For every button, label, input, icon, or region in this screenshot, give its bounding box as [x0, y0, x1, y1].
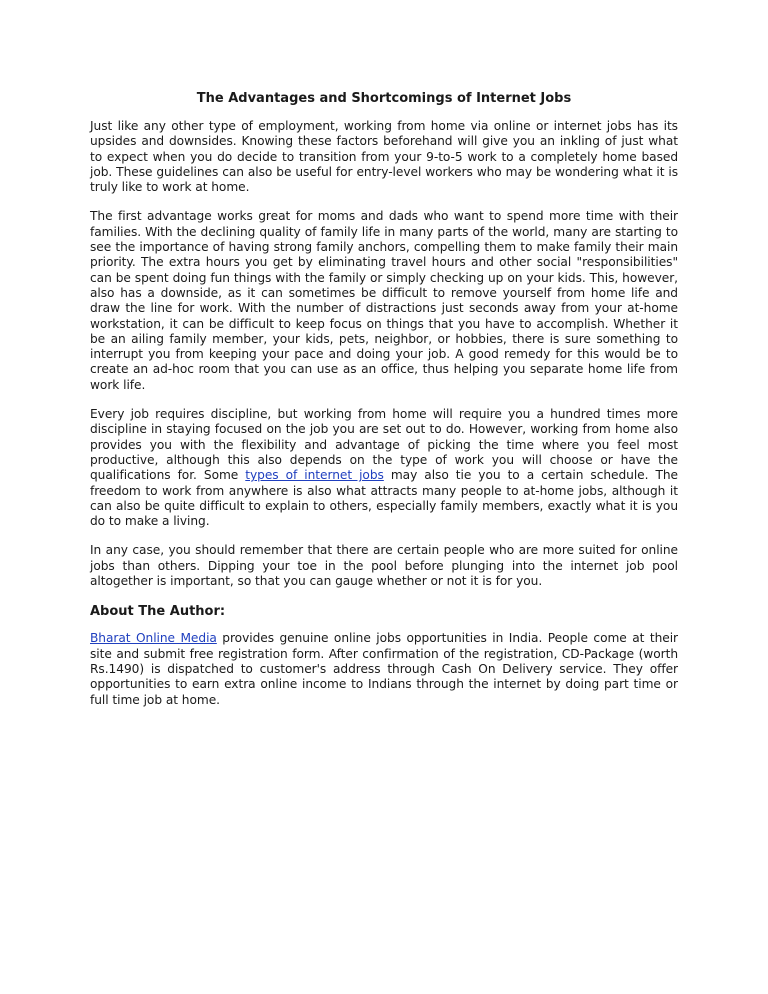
- paragraph-discipline-text-after: may also tie you to a certain schedule. The freedom to work from anywhere is also what attracts many people to at-home jobs, although it can also be quite difficult to explain to others, especially family members, exactly what it is you do to make a living.: [90, 468, 678, 529]
- paragraph-discipline: [90, 407, 678, 529]
- author-paragraph-text: provides genuine online jobs opportunities in India. People come at their site and submit free registration form. After confirmation of the registration, CD-Package (worth Rs.1490) is dispatched to customer's address through Cash On Delivery service. They offer opportunities to earn extra online income to Indians through the internet by doing part time or full time job at home.: [90, 631, 678, 707]
- document-page: [90, 90, 678, 722]
- document-title: The Advantages and Shortcomings of Internet Jobs: [196, 91, 572, 106]
- internet-jobs-link[interactable]: types of internet jobs: [245, 468, 384, 483]
- paragraph-conclusion: In any case, you should remember that there are certain people who are more suited for online jobs than others. Dipping your toe in the pool before plunging into the internet job pool altogether is important, so that you can gauge whether or not it is for you.: [90, 543, 678, 589]
- paragraph-first-advantage: The first advantage works great for moms and dads who want to spend more time with their families. With the declining quality of family life in many parts of the world, many are starting to see the importance of having strong family anchors, compelling them to make family their main priority. The extra hours you get by eliminating travel hours and other social "responsibilities" can be spent doing fun things with the family or simply checking up on your kids. This, however, also has a downside, as it can sometimes be difficult to remove yourself from home life and draw the line for work. With the number of distractions just seconds away from your at-home workstation, it can be difficult to keep focus on things that you have to accomplish. Whether it be an ailing family member, your kids, pets, neighbor, or hobbies, there is sure something to interrupt you from keeping your pace and doing your job. A good remedy for this would be to create an ad-hoc room that you can use as an office, thus helping you separate home life from work life.: [90, 209, 678, 392]
- paragraph-discipline-text-before: Every job requires discipline, but working from home will require you a hundred times more discipline in staying focused on the job you are set out to do. However, working from home also provides you with the flexibility and advantage of picking the time where you feel most productive, although this also depends on the type of work you will choose or have the qualifications for. Some: [90, 407, 678, 483]
- author-heading: About The Author:: [90, 604, 226, 620]
- author-paragraph: [90, 631, 678, 707]
- paragraph-intro: Just like any other type of employment, working from home via online or internet jobs has its upsides and downsides. Knowing these factors beforehand will give you an inkling of just what to expect when you do decide to transition from your 9-to-5 work to a completely home based job. These guidelines can also be useful for entry-level workers who may be wondering what it is truly like to work at home.: [90, 119, 678, 195]
- bharat-online-media-link[interactable]: Bharat Online Media: [90, 631, 217, 646]
